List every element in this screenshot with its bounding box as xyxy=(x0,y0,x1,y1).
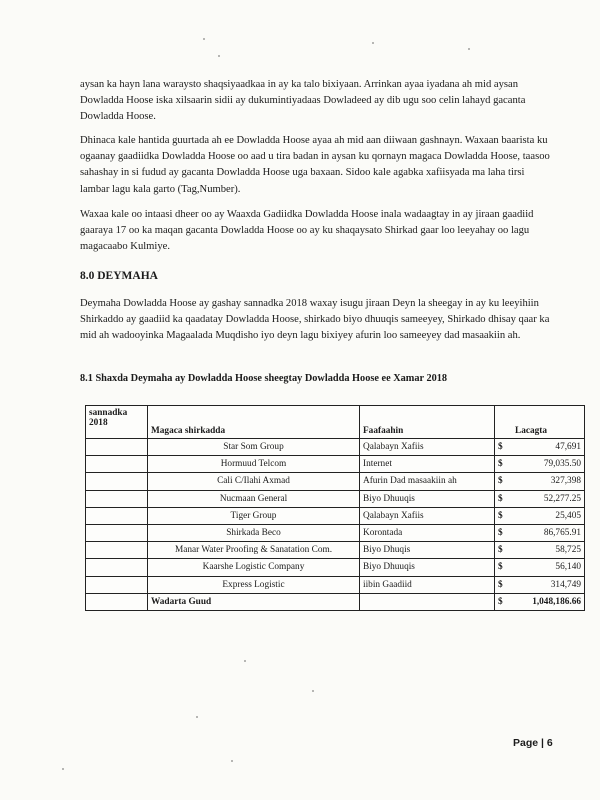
table-row xyxy=(86,456,585,473)
description: iibin Gaadiid xyxy=(360,576,495,593)
total-description xyxy=(360,593,495,610)
table-row xyxy=(86,490,585,507)
currency: $ xyxy=(495,490,514,507)
company-name: Kaarshe Logistic Company xyxy=(148,559,360,576)
year-cell xyxy=(86,456,148,473)
year-cell xyxy=(86,439,148,456)
header-year: sannadka 2018 xyxy=(86,406,148,439)
currency: $ xyxy=(495,456,514,473)
header-currency-spacer xyxy=(495,406,514,439)
company-name: Express Logistic xyxy=(148,576,360,593)
year-cell xyxy=(86,490,148,507)
currency: $ xyxy=(495,542,514,559)
currency: $ xyxy=(495,507,514,524)
year-cell xyxy=(86,524,148,541)
amount: 58,725 xyxy=(513,542,585,559)
amount: 327,398 xyxy=(513,473,585,490)
table-row xyxy=(86,576,585,593)
paragraph-3: Waxaa kale oo intaasi dheer oo ay Waaxda Gadiidka Dowladda Hoose inala wadaagtay in ay jiraan gaadiid gaaraya 17 oo ka maqan gacanta Dowladda Hoose oo ay ku shaqaysato Shirkad gaar loo leeyahay oo lagu magacaabo Kulmiye. xyxy=(80,209,534,253)
scan-speck xyxy=(196,716,198,718)
company-name: Tiger Group xyxy=(148,507,360,524)
page-number: Page | 6 xyxy=(513,737,553,749)
paragraph-2: Dhinaca kale hantida guurtada ah ee Dowladda Hoose ayaa ah mid aan diiwaan gashnayn. Waxaan baarista ku ogaanay gaadiidka Dowladda Hoose oo aad u tira badan in aysan ku qornayn magaca Dowladda Hoose, taasoo sahashay in si fudud ay gacanta Dowladda Hoose uga baxaan. Sidoo kale agabka xafiisyada ma laha tirsi lambar lagu kala garto (Tag,Number). xyxy=(80,135,550,195)
table-row xyxy=(86,473,585,490)
scan-speck xyxy=(468,48,470,50)
amount: 79,035.50 xyxy=(513,456,585,473)
amount: 314,749 xyxy=(513,576,585,593)
year-cell xyxy=(86,593,148,610)
total-row xyxy=(86,593,585,610)
scan-speck xyxy=(312,690,314,692)
table-row xyxy=(86,507,585,524)
scan-speck xyxy=(244,660,246,662)
currency: $ xyxy=(495,576,514,593)
table-row xyxy=(86,524,585,541)
amount: 56,140 xyxy=(513,559,585,576)
description: Internet xyxy=(360,456,495,473)
currency: $ xyxy=(495,593,514,610)
description: Biyo Dhuuqis xyxy=(360,559,495,576)
company-name: Manar Water Proofing & Sanatation Com. xyxy=(148,542,360,559)
table-row xyxy=(86,559,585,576)
amount: 25,405 xyxy=(513,507,585,524)
scan-speck xyxy=(231,760,233,762)
year-cell xyxy=(86,507,148,524)
table-row xyxy=(86,542,585,559)
section-heading: 8.0 DEYMAHA xyxy=(80,270,158,282)
year-cell xyxy=(86,559,148,576)
table-row xyxy=(86,439,585,456)
amount: 52,277.25 xyxy=(513,490,585,507)
header-company-name: Magaca shirkadda xyxy=(148,406,360,439)
year-cell xyxy=(86,542,148,559)
paragraph-4: Deymaha Dowladda Hoose ay gashay sannadka 2018 waxay isugu jiraan Deyn la sheegay in ay ku leeyihiin Shirkaddo ay gaadiid ka qaadatay Dowladda Hoose, shirkado biyo dhuuqis sameeyey, Shirkado dhisay qaar ka mid ah wadooyinka Magaalada Muqdisho iyo deyn lagu bixiyey afurin loo sameeyey dad masaakiin ah. xyxy=(80,298,550,342)
scan-speck xyxy=(203,38,205,40)
currency: $ xyxy=(495,439,514,456)
description: Qalabayn Xafiis xyxy=(360,507,495,524)
company-name: Nucmaan General xyxy=(148,490,360,507)
header-amount: Lacagta xyxy=(513,406,585,439)
amount: 86,765.91 xyxy=(513,524,585,541)
company-name: Star Som Group xyxy=(148,439,360,456)
scan-speck xyxy=(62,768,64,770)
company-name: Shirkada Beco xyxy=(148,524,360,541)
currency: $ xyxy=(495,559,514,576)
debt-table xyxy=(85,405,585,611)
company-name: Cali C/Ilahi Axmad xyxy=(148,473,360,490)
description: Biyo Dhuuqis xyxy=(360,490,495,507)
description: Qalabayn Xafiis xyxy=(360,439,495,456)
company-name: Hormuud Telcom xyxy=(148,456,360,473)
paragraph-1: aysan ka hayn lana waraysto shaqsiyaadkaa in ay ka talo bixiyaan. Arrinkan ayaa iyadana ah mid aysan Dowladda Hoose iska xilsaarin sidii ay dukumintiyadaas Dowladeed ay dib ugu soo celin lahayd gacanta Dowladda Hoose. xyxy=(80,79,526,123)
description: Korontada xyxy=(360,524,495,541)
scan-speck xyxy=(372,42,374,44)
total-label: Wadarta Guud xyxy=(148,593,360,610)
scan-speck xyxy=(218,55,220,57)
header-description: Faafaahin xyxy=(360,406,495,439)
table-header-row xyxy=(86,406,585,439)
year-cell xyxy=(86,576,148,593)
year-cell xyxy=(86,473,148,490)
currency: $ xyxy=(495,524,514,541)
description: Biyo Dhuqis xyxy=(360,542,495,559)
table-title: 8.1 Shaxda Deymaha ay Dowladda Hoose sheegtay Dowladda Hoose ee Xamar 2018 xyxy=(80,373,448,384)
amount: 47,691 xyxy=(513,439,585,456)
currency: $ xyxy=(495,473,514,490)
total-amount: 1,048,186.66 xyxy=(513,593,585,610)
description: Afurin Dad masaakiin ah xyxy=(360,473,495,490)
